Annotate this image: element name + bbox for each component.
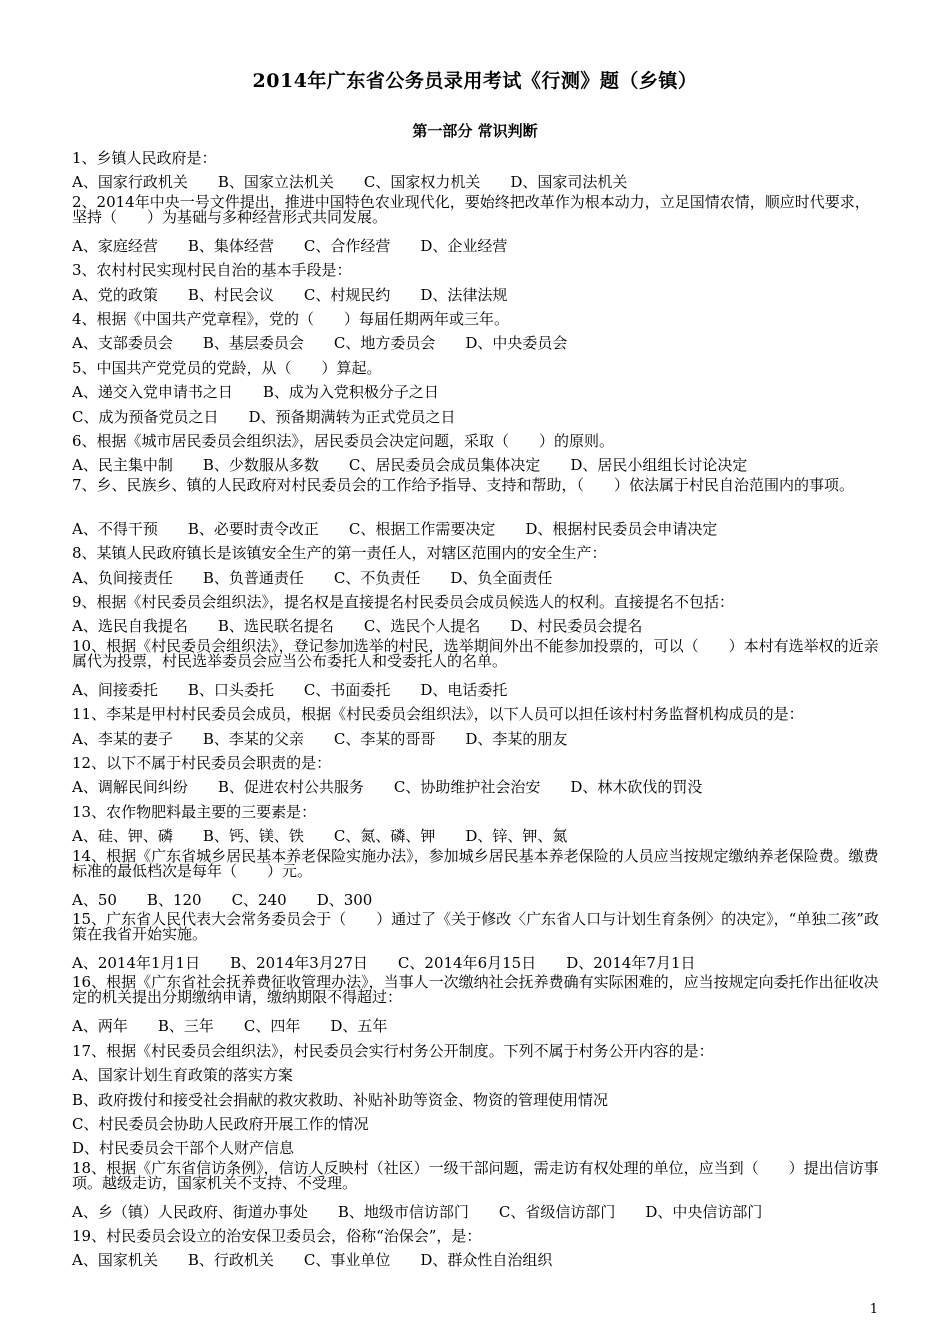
answer-option: D、群众性自治组织 [420, 1251, 553, 1270]
answer-option: B、钙、镁、铁 [202, 827, 304, 846]
option-row [72, 234, 884, 258]
answer-option: D、林木砍伐的罚没 [570, 778, 703, 797]
answer-option: C、2014年6月15日 [397, 953, 537, 972]
answer-option: C、不负责任 [333, 568, 421, 587]
question-stem: 4、根据《中国共产党章程》，党的（ ）每届任期两年或三年。 [72, 309, 510, 328]
answer-option: B、集体经营 [187, 236, 274, 255]
answer-option: C、240 [231, 890, 287, 909]
question-stem: 9、根据《村民委员会组织法》，提名权是直接提名村民委员会成员候选人的权利。直接提名不包括： [72, 592, 735, 611]
answer-option: B、少数服从多数 [202, 456, 319, 475]
option-row [72, 678, 884, 702]
option-row [72, 614, 884, 638]
answer-option: A、李某的妻子 [72, 729, 173, 748]
answer-option: A、支部委员会 [72, 334, 173, 353]
question-stem: 8、某镇人民政府镇长是该镇安全生产的第一责任人，对辖区范围内的安全生产： [72, 544, 607, 563]
answer-option: A、负间接责任 [72, 568, 173, 587]
answer-option: C、协助维护社会治安 [393, 778, 541, 797]
answer-option: C、事业单位 [303, 1251, 391, 1270]
answer-option: D、村民委员会提名 [510, 617, 643, 636]
option-row [72, 951, 884, 975]
answer-option: A、民主集中制 [72, 456, 173, 475]
option-row [72, 380, 884, 404]
question-stem: 18、根据《广东省信访条例》，信访人反映村（社区）一级干部问题，需走访有权处理的单位，应当到（ ）提出信访事项。越级走访，国家机关不支持、不受理。 [72, 1158, 879, 1192]
answer-option: D、中央信访部门 [645, 1202, 763, 1221]
answer-option: C、村规民约 [303, 285, 391, 304]
answer-option: D、锌、钾、氮 [465, 827, 568, 846]
answer-option: B、负普通责任 [202, 568, 304, 587]
answer-option: D、电话委托 [420, 680, 508, 699]
answer-option: C、省级信访部门 [498, 1202, 616, 1221]
option-row [72, 727, 884, 751]
answer-option: D、300 [316, 890, 373, 909]
answer-option: D、中央委员会 [465, 334, 568, 353]
question-stem: 15、广东省人民代表大会常务委员会于（ ）通过了《关于修改〈广东省人口与计划生育条例〉的决定》，“单独二孩”政策在我省开始实施。 [72, 909, 879, 943]
option-row [72, 1014, 884, 1038]
answer-option: D、国家司法机关 [510, 173, 628, 192]
answer-option: B、政府拨付和接受社会捐献的救灾救助、补贴补助等资金、物资的管理使用情况 [72, 1090, 609, 1109]
answer-option: C、根据工作需要决定 [348, 519, 496, 538]
answer-option: A、2014年1月1日 [72, 953, 201, 972]
answer-option: C、村民委员会协助人民政府开展工作的情况 [72, 1114, 369, 1133]
answer-option: B、2014年3月27日 [230, 953, 368, 972]
answer-option: B、必要时责令改正 [187, 519, 319, 538]
answer-option: D、负全面责任 [450, 568, 553, 587]
answer-option: A、调解民间纠纷 [72, 778, 188, 797]
answer-option: A、递交入党申请书之日 [72, 383, 233, 402]
answer-option: B、120 [146, 890, 202, 909]
answer-option: D、居民小组组长讨论决定 [570, 456, 748, 475]
answer-option: B、李某的父亲 [202, 729, 304, 748]
question-stem: 2、2014年中央一号文件提出，推进中国特色农业现代化，要始终把改革作为根本动力，立足国情农情，顺应时代要求，坚持（ ）为基础与多种经营形式共同发展。 [72, 192, 870, 226]
answer-option: A、硅、钾、磷 [72, 827, 173, 846]
answer-option: A、50 [72, 890, 117, 909]
section-heading: 第一部分 常识判断 [412, 122, 538, 140]
option-row [72, 566, 884, 590]
answer-option: C、书面委托 [303, 680, 391, 699]
answer-option: B、行政机关 [187, 1251, 274, 1270]
option-row [72, 888, 884, 912]
question-stem: 3、农村村民实现村民自治的基本手段是： [72, 261, 352, 280]
question-stem: 10、根据《村民委员会组织法》，登记参加选举的村民，选举期间外出不能参加投票的，可以（ ）本村有选举权的近亲属代为投票，村民选举委员会应当公布委托人和受委托人的名单。 [72, 636, 879, 670]
answer-option: A、两年 [72, 1017, 128, 1036]
answer-option: D、2014年7月1日 [566, 953, 696, 972]
answer-option: B、基层委员会 [202, 334, 304, 353]
answer-option: D、李某的朋友 [465, 729, 568, 748]
answer-option: D、企业经营 [420, 236, 508, 255]
option-row [72, 1248, 884, 1272]
answer-option: A、家庭经营 [72, 236, 158, 255]
answer-option: C、四年 [243, 1017, 301, 1036]
option-row [72, 170, 884, 194]
answer-option: B、村民会议 [187, 285, 274, 304]
answer-option: C、国家权力机关 [363, 173, 481, 192]
answer-option: A、乡（镇）人民政府、街道办事处 [72, 1202, 308, 1221]
answer-option: A、间接委托 [72, 680, 158, 699]
option-row [72, 453, 884, 477]
question-list [72, 146, 884, 1273]
answer-option: A、选民自我提名 [72, 617, 188, 636]
page-number: 1 [869, 1302, 878, 1317]
answer-option: A、国家计划生育政策的落实方案 [72, 1066, 293, 1085]
option-row [72, 1200, 884, 1224]
answer-option: C、地方委员会 [333, 334, 436, 353]
question-stem: 16、根据《广东省社会抚养费征收管理办法》，当事人一次缴纳社会抚养费确有实际困难的，应当按规定向委托作出征收决定的机关提出分期缴纳申请，缴纳期限不得超过： [72, 973, 879, 1007]
answer-option: D、村民委员会干部个人财产信息 [72, 1139, 295, 1158]
question-stem: 11、李某是甲村村民委员会成员，根据《村民委员会组织法》，以下人员可以担任该村村务监督机构成员的是： [72, 705, 804, 724]
answer-option: D、根据村民委员会申请决定 [525, 519, 718, 538]
answer-option: C、氮、磷、钾 [333, 827, 436, 846]
answer-option: B、国家立法机关 [217, 173, 334, 192]
answer-option: C、选民个人提名 [363, 617, 481, 636]
answer-option: C、居民委员会成员集体决定 [348, 456, 541, 475]
answer-option: B、三年 [157, 1017, 214, 1036]
answer-option: B、地级市信访部门 [337, 1202, 469, 1221]
answer-option: C、合作经营 [303, 236, 391, 255]
option-row [72, 331, 884, 355]
answer-option: B、成为入党积极分子之日 [262, 383, 439, 402]
question-stem: 17、根据《村民委员会组织法》，村民委员会实行村务公开制度。下列不属于村务公开内容的是： [72, 1041, 714, 1060]
question-stem: 14、根据《广东省城乡居民基本养老保险实施办法》，参加城乡居民基本养老保险的人员应当按规定缴纳养老保险费。缴费标准的最低档次是每年（ ）元。 [72, 846, 879, 880]
question-stem: 1、乡镇人民政府是： [72, 149, 217, 167]
answer-option: D、五年 [330, 1017, 388, 1036]
option-row [72, 517, 884, 541]
answer-option: D、预备期满转为正式党员之日 [248, 407, 456, 426]
answer-option: B、促进农村公共服务 [217, 778, 364, 797]
question-stem: 5、中国共产党党员的党龄，从（ ）算起。 [72, 358, 382, 377]
answer-option: D、法律法规 [420, 285, 508, 304]
question-stem: 12、以下不属于村民委员会职责的是： [72, 753, 332, 772]
option-row [72, 405, 884, 429]
answer-option: A、党的政策 [72, 285, 158, 304]
answer-option: B、选民联名提名 [217, 617, 334, 636]
answer-option: C、李某的哥哥 [333, 729, 436, 748]
answer-option: C、成为预备党员之日 [72, 407, 219, 426]
question-stem: 19、村民委员会设立的治安保卫委员会，俗称“治保会”，是： [72, 1227, 482, 1246]
answer-option: A、国家机关 [72, 1251, 158, 1270]
question-stem: 6、根据《城市居民委员会组织法》，居民委员会决定问题，采取（ ）的原则。 [72, 431, 615, 450]
option-row [72, 824, 884, 848]
answer-option: A、国家行政机关 [72, 173, 188, 192]
question-stem: 7、乡、民族乡、镇的人民政府对村民委员会的工作给予指导、支持和帮助，（ ）依法属于村民自治范围内的事项。 [72, 475, 855, 494]
answer-option: B、口头委托 [187, 680, 274, 699]
question-stem: 13、农作物肥料最主要的三要素是： [72, 802, 317, 821]
document-title: 2014年广东省公务员录用考试《行测》题（乡镇） [252, 70, 698, 92]
answer-option: A、不得干预 [72, 519, 158, 538]
option-row [72, 775, 884, 799]
option-row [72, 283, 884, 307]
